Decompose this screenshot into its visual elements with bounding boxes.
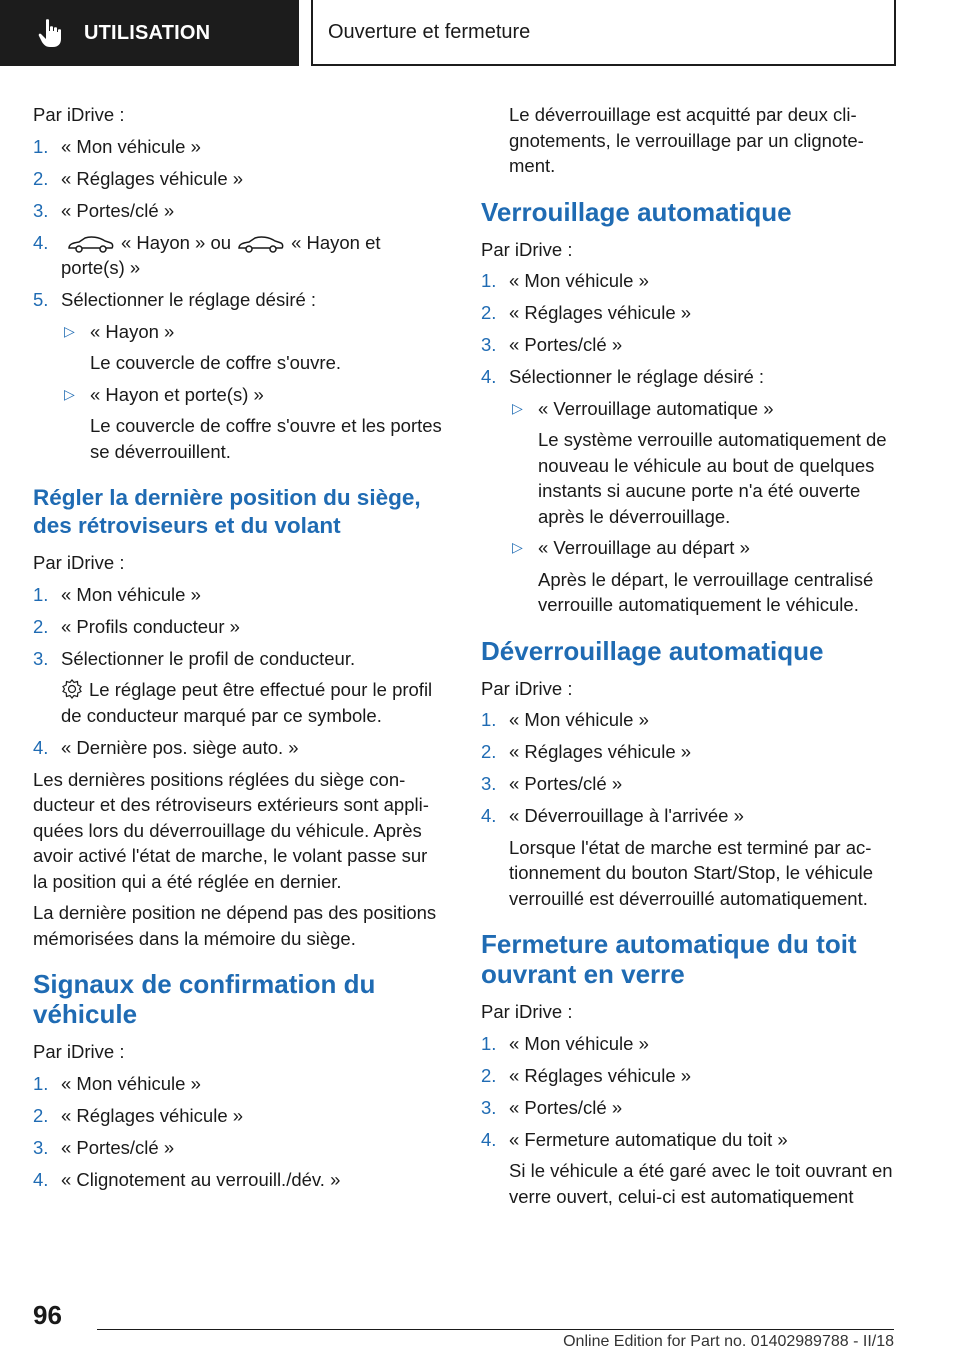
steps-list [33, 582, 443, 761]
car-icon [67, 235, 115, 253]
list-item: 4. Sélectionner le réglage désiré : ▷ « Verrouillage automatique » Le système verrouille automatiquement de nouveau le véhicule au bout de quelques instants si aucune porte n'a été ouverte après le déverrouillage. ▷ « Verrouillage au départ » Après le départ, le verrouillage centralisé verrouille automatiquement le véhicule. [481, 364, 896, 618]
paragraph: Le déverrouillage est acquitté par deux clignotements, le verrouillage par un clignotement. [509, 104, 864, 176]
list-item: 1. « Mon véhicule » [33, 583, 201, 605]
list-item: 3. « Portes/clé » [481, 773, 623, 794]
list-item: 2. « Profils conducteur » [33, 615, 240, 637]
list-item: 2. « Réglages véhicule » [481, 302, 692, 323]
list-item: 3. « Portes/clé » [481, 1096, 623, 1118]
topic-title: Ouverture et fermeture [328, 20, 531, 43]
option-item: ▷ « Verrouillage au départ » Après le départ, le verrouillage centralisé verrouille automatiquement le véhicule. [512, 537, 874, 615]
list-item: 2. « Réglages véhicule » [33, 167, 244, 189]
heading-unlock: Déverrouillage automatique [481, 635, 824, 666]
list-item: 3. « Portes/clé » [33, 199, 175, 221]
section-title: UTILISATION [84, 21, 211, 44]
list-item: 1. « Mon véhicule » [33, 1072, 201, 1094]
option-item: ▷ « Hayon et porte(s) » Le couvercle de coffre s'ouvre et les portes se déverrouillent. [64, 383, 442, 462]
gear-icon [61, 678, 83, 700]
list-item: 4. « Dernière pos. siège auto. » [33, 736, 299, 758]
paragraph: La dernière position ne dépend pas des positions mémorisées dans la mémoire du siège. [33, 902, 437, 949]
list-item: 1. « Mon véhicule » [481, 270, 649, 291]
list-item: 1. « Mon véhicule » [33, 135, 201, 157]
list-item: 4. « Déverrouillage à l'arrivée » Lorsque l'état de marche est terminé par actionnement du bouton Start/Stop, le véhicule verrouillé est déverrouillé automatiquement. [481, 805, 874, 909]
right-column [481, 102, 896, 1216]
list-item: 2. « Réglages véhicule » [481, 1064, 692, 1086]
heading-signal: Signaux de confirmation du véhicule [33, 969, 376, 1029]
list-item: 3. « Portes/clé » [33, 1136, 175, 1158]
intro-text: Par iDrive : [33, 1041, 125, 1062]
hand-icon [38, 18, 64, 48]
bullet-triangle-icon: ▷ [512, 399, 523, 416]
option-item: ▷ « Verrouillage automatique » Le système verrouille automatiquement de nouveau le véhicule au bout de quelques instants si aucune porte n'a été ouverte après le déverrouillage. [512, 397, 887, 527]
intro-text: Par iDrive : [481, 238, 573, 260]
intro-text: Par iDrive : [33, 552, 125, 573]
list-item: 5. Sélectionner le réglage désiré : ▷ « Hayon » Le couvercle de coffre s'ouvre. ▷ « Hayon et porte(s) » Le couvercle de coffre s'ouvre et les portes se déverrouillent. [33, 287, 443, 464]
steps-list [481, 268, 896, 618]
edition-note: Online Edition for Part no. 01402989788 - II/18 [563, 1333, 894, 1350]
intro-text: Par iDrive : [481, 677, 573, 699]
footer-divider [97, 1329, 894, 1330]
list-item: 3. « Portes/clé » [481, 334, 623, 355]
heading-lock: Verrouillage automatique [481, 196, 792, 227]
section-tab [0, 0, 299, 66]
options-list [509, 396, 896, 618]
options-list [61, 319, 443, 465]
bullet-triangle-icon: ▷ [64, 322, 75, 339]
bullet-triangle-icon: ▷ [64, 385, 75, 402]
page-number: 96 [33, 1300, 62, 1330]
list-item: 4. « Clignotement au verrouill./dév. » [33, 1168, 341, 1190]
list-item: 1. « Mon véhicule » [481, 1032, 649, 1054]
list-item: 2. « Réglages véhicule » [481, 741, 692, 762]
car-icon [237, 235, 285, 253]
steps-list [481, 707, 896, 911]
list-item: 4. « Fermeture automatique du toit » Si le véhicule a été garé avec le toit ouvrant en verre ouvert, celui-ci est automatiquement [481, 1128, 893, 1207]
topic-tab [311, 0, 896, 66]
steps-list [481, 1031, 896, 1210]
intro-text: Par iDrive : [33, 104, 125, 125]
heading-seat: Régler la dernière position du siège, des rétroviseurs et du volant [33, 485, 421, 538]
heading-roof: Fermeture automatique du toit ouvrant en verre [481, 929, 857, 989]
paragraph: Les dernières positions réglées du siège conducteur et des rétroviseurs extérieurs sont appliquées lors du déverrouillage du véhicule. Après avoir activé l'état de marche, le volant passe sur la position qui a été réglée en dernier. [33, 768, 429, 892]
list-item: 1. « Mon véhicule » [481, 709, 649, 730]
list-item: 2. « Réglages véhicule » [33, 1104, 244, 1126]
list-item: 4. « Hayon » ou « Hayon et porte(s) » [33, 231, 381, 278]
steps-list [33, 1071, 443, 1193]
bullet-triangle-icon: ▷ [512, 539, 523, 555]
left-column [33, 102, 443, 1199]
option-item: ▷ « Hayon » Le couvercle de coffre s'ouvre. [64, 320, 342, 373]
list-item: 3. Sélectionner le profil de conducteur. Le réglage peut être effectué pour le profil de conducteur marqué par ce symbole. [33, 647, 433, 726]
steps-list [33, 134, 443, 465]
intro-text: Par iDrive : [481, 1001, 573, 1022]
